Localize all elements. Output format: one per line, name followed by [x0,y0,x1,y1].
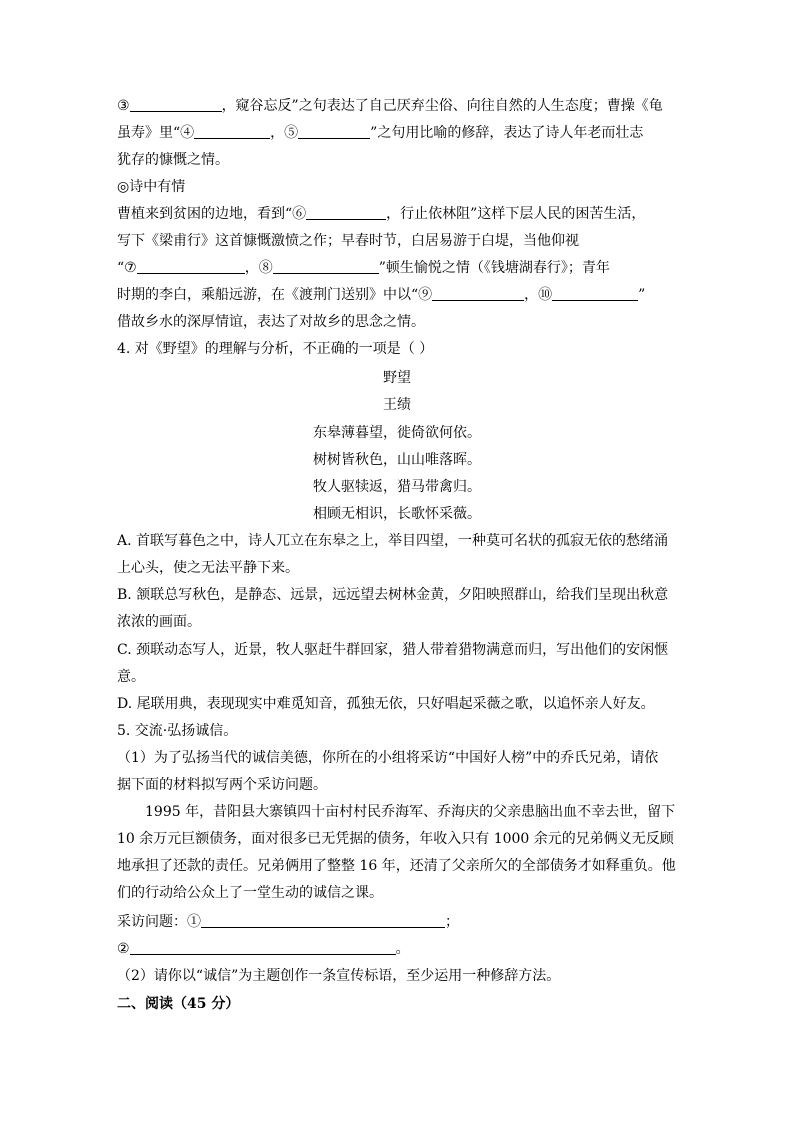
text: 曹植来到贫困的边地，看到“⑥ [117,206,307,222]
text: ② [117,941,130,957]
question-5-sub1-line-2: 据下面的材料拟写两个采访问题。 [117,777,327,793]
intro-line-1 [117,96,663,116]
option-a-line-2: 上心头，使之无法平静下来。 [117,560,299,576]
option-b-line-2: 浓浓的画面。 [117,614,201,630]
intro-line-3: 犹存的慷慨之情。 [117,152,229,168]
question-5-sub2: （2）请你以“诚信”为主题创作一条宣传标语，至少运用一种修辞方法。 [117,968,561,984]
option-c-line-2: 意。 [117,669,145,685]
text: ，⑤ [270,125,299,141]
material-line-1: 1995 年，昔阳县大寨镇四十亩村村民乔海军、乔海庆的父亲患脑出血不幸去世，留下 [145,804,676,820]
poem-feeling-line-3 [117,258,610,278]
interview-question-1 [117,912,459,932]
text: 虽寿》里“④ [117,125,195,141]
poem-feeling-line-2: 写下《梁甫行》这首慷慨激愤之作；早春时节，白居易游于白堤，当他仰视 [117,233,579,249]
intro-line-2 [117,123,643,143]
interview-label: 采访问题：① [117,914,201,930]
answer-blank-9[interactable] [432,286,524,301]
text: ，⑩ [524,287,553,303]
material-line-3: 地承担了还款的责任。兄弟俩用了整整 16 年，还清了父亲所欠的全部债务才如释重负。他 [117,858,676,874]
text: 。 [395,941,410,957]
answer-blank-4[interactable] [194,124,270,139]
question-5-stem: 5. 交流·弘扬诚信。 [117,723,238,739]
answer-blank-5[interactable] [298,124,370,139]
section-heading-poem-feeling: ◎诗中有情 [117,179,186,195]
material-line-4: 们的行动给公众上了一堂生动的诚信之课。 [117,885,383,901]
answer-blank-6[interactable] [306,205,386,220]
text: ，行止依林阻”这样下层人民的困苦生活， [386,206,646,222]
poem-title: 野望 [383,370,411,386]
poem-line-4: 相顾无相识，长歌怀采薇。 [313,506,481,522]
question-4-stem: 4. 对《野望》的理解与分析，不正确的一项是（ ） [117,341,434,357]
poem-feeling-line-1 [117,204,645,224]
option-a-line-1: A. 首联写暮色之中，诗人兀立在东皋之上，举目四望，一种莫可名状的孤寂无依的愁绪涌 [117,533,669,549]
text: ； [445,914,459,930]
option-d: D. 尾联用典，表现现实中难觅知音，孤独无依，只好唱起采薇之歌，以追怀亲人好友。 [117,696,655,712]
material-line-2: 10 余万元巨额债务，面对很多已无凭据的债务，年收入只有 1000 余元的兄弟俩义无反顾 [117,831,674,847]
text: ”之句用比喻的修辞，表达了诗人年老而壮志 [370,125,644,141]
interview-question-2 [117,939,410,959]
answer-blank-3[interactable] [130,97,222,112]
poem-feeling-line-5: 借故乡水的深厚情谊，表达了对故乡的思念之情。 [117,314,425,330]
poem-line-1: 东皋薄暮望，徙倚欲何依。 [313,425,481,441]
answer-blank-8[interactable] [273,259,379,274]
poem-line-2: 树树皆秋色，山山唯落晖。 [313,452,481,468]
answer-blank-interview-1[interactable] [201,913,445,928]
text: ，窥谷忘反”之句表达了自己厌弃尘俗、向往自然的人生态度；曹操《龟 [221,98,663,114]
text: “⑦ [117,260,137,276]
poem-line-3: 牧人驱犊返，猎马带禽归。 [313,479,481,495]
text: ，⑧ [244,260,273,276]
poem-feeling-line-4 [117,285,645,305]
question-5-sub1-line-1: （1）为了弘扬当代的诚信美德，你所在的小组将采访“中国好人榜”中的乔氏兄弟，请依 [117,750,659,766]
text: 时期的李白，乘船远游，在《渡荆门送别》中以“⑨ [117,287,433,303]
section-2-heading: 二、阅读（45 分） [117,996,240,1012]
answer-blank-interview-2[interactable] [130,940,396,955]
poem-author: 王绩 [383,397,411,413]
text: ③ [117,98,130,114]
text: ” [638,287,646,303]
text: ”顿生愉悦之情（《钱塘湖春行》；青年 [378,260,610,276]
answer-blank-10[interactable] [552,286,638,301]
option-c-line-1: C. 颈联动态写人，近景，牧人驱赶牛群回家，猎人带着猎物满意而归，写出他们的安闲惬 [117,642,669,658]
option-b-line-1: B. 颔联总写秋色，是静态、远景，远远望去树林金黄，夕阳映照群山，给我们呈现出秋意 [117,587,669,603]
answer-blank-7[interactable] [137,259,245,274]
